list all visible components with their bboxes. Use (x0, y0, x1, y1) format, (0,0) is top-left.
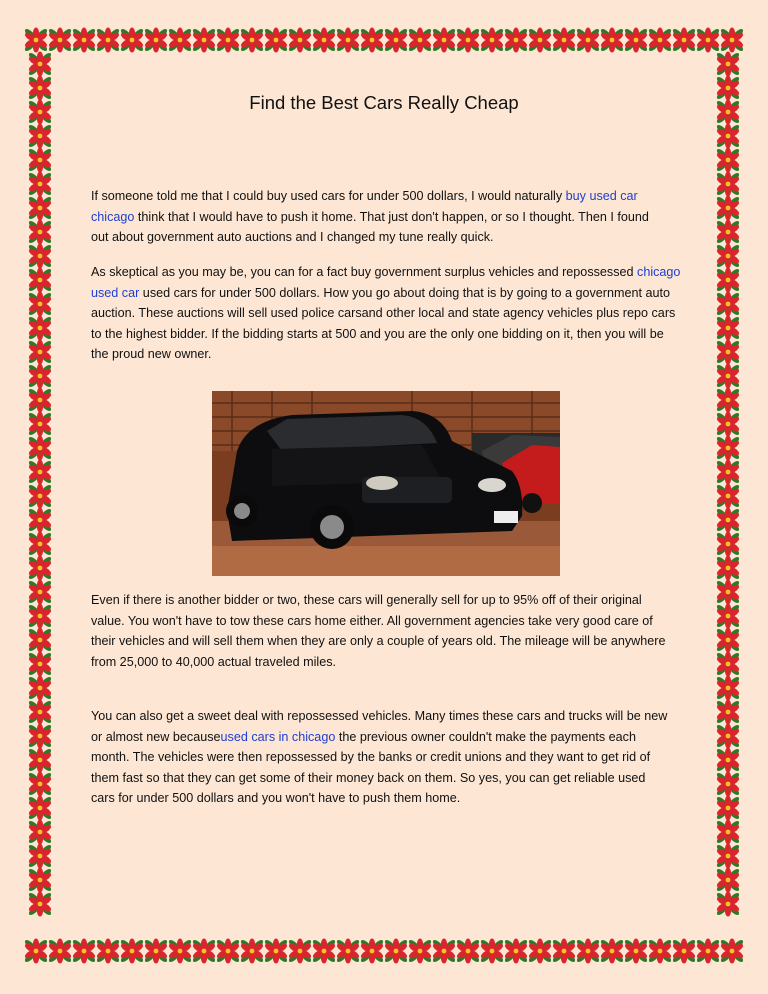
paragraph-3: Even if there is another bidder or two, these cars will generally sell for up to 95% off of their original value. You won't have to tow these cars home either. All government agencies take very good care of their vehicles and will sell them when they are only a couple of years old. The mileage will be anywhere from 25,000 to 40,000 actual traveled miles. (91, 593, 666, 669)
link-buy-used-car[interactable]: buy used car (565, 189, 638, 203)
link-chicago-2[interactable]: chicago (637, 265, 681, 279)
link-chicago[interactable]: chicago (91, 209, 135, 224)
page-title: Find the Best Cars Really Cheap (249, 92, 519, 113)
paragraph-4: You can also get a sweet deal with repossessed vehicles. Many times these cars and trucks will be new or almost new becauseused cars in chicago the previous owner couldn't make the payments each month. The vehicles were then repossessed by the banks or credit unions and they want to get rid of them fast so that they can get some of their money back on them. So yes, you can get reliable used cars for under 500 dollars and you won't have to push them home. (91, 709, 668, 805)
link-used-car[interactable]: used car (91, 285, 140, 300)
black-suv-photo (212, 391, 560, 576)
paragraph-1: If someone told me that I could buy used cars for under 500 dollars, I would naturally buy used car chicago think that I would have to push it home. That just don't happen, or so I thought. Then I found out about government auto auctions and I changed my tune really quick. (91, 189, 649, 244)
paragraph-2: As skeptical as you may be, you can for a fact buy government surplus vehicles and repossessed chicago used car used cars for under 500 dollars. How you go about doing that is by going to a government auto auction. These auctions will sell used police carsand other local and state agency vehicles plus repo cars to the highest bidder. If the bidding starts at 500 and you are the only one bidding on it, then you will be the proud new owner. (91, 265, 681, 361)
link-used-cars-in-chicago[interactable]: used cars in chicago (220, 729, 336, 744)
